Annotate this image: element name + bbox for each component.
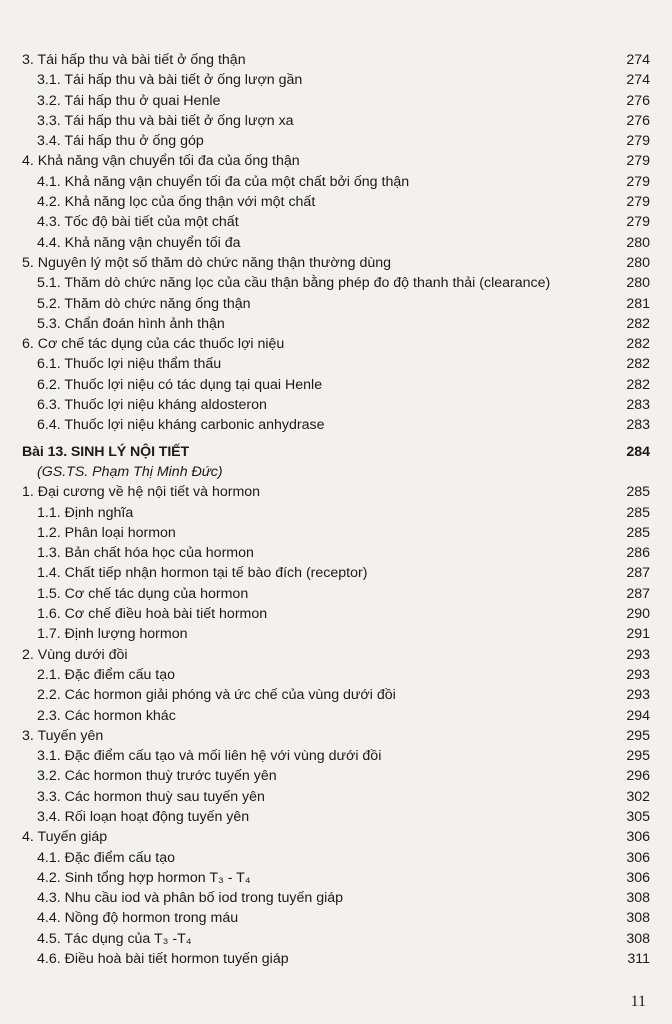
toc-entry-page: 294 bbox=[626, 707, 650, 724]
toc-entry-title: 4.2. Khả năng lọc của ống thận với một chất bbox=[37, 194, 316, 211]
toc-entry bbox=[22, 503, 650, 523]
toc-entry-page: 284 bbox=[626, 443, 650, 460]
toc-entry-title: 1.4. Chất tiếp nhận hormon tại tế bào đích (receptor) bbox=[37, 565, 368, 582]
toc-entry-page: 311 bbox=[627, 951, 650, 968]
toc-entry-page: 290 bbox=[626, 606, 650, 623]
toc-entry-page: 293 bbox=[626, 666, 650, 683]
toc-entry bbox=[22, 131, 650, 151]
toc-entry bbox=[22, 151, 650, 171]
chapter-author bbox=[22, 462, 650, 482]
toc-entry-title: 2.2. Các hormon giải phóng và ức chế của vùng dưới đồi bbox=[37, 687, 396, 704]
toc-entry-title: 5.3. Chẩn đoán hình ảnh thận bbox=[37, 315, 225, 332]
page-number: 11 bbox=[630, 993, 646, 1010]
toc-entry-title: 3.3. Các hormon thuỳ sau tuyến yên bbox=[37, 788, 265, 805]
toc-entry-page: 281 bbox=[626, 295, 650, 312]
toc-entry bbox=[22, 787, 650, 807]
toc-entry-title: 5.2. Thăm dò chức năng ống thận bbox=[37, 295, 251, 312]
toc-entry-page: 306 bbox=[626, 829, 650, 846]
toc-entry-page: 305 bbox=[626, 808, 650, 825]
toc-entry-title: 1. Đại cương về hệ nội tiết và hormon bbox=[22, 484, 261, 501]
toc-entry-page: 283 bbox=[626, 397, 650, 414]
toc-entry-title: 3.2. Tái hấp thu ở quai Henle bbox=[37, 92, 221, 109]
toc-entry-page: 279 bbox=[626, 133, 650, 150]
toc-entry bbox=[22, 665, 650, 685]
toc-entry bbox=[22, 415, 650, 435]
table-of-contents bbox=[22, 50, 650, 969]
toc-entry bbox=[22, 111, 650, 131]
toc-entry-page: 308 bbox=[626, 910, 650, 927]
toc-entry-title: 2. Vùng dưới đồi bbox=[22, 646, 128, 663]
toc-entry-title: 6.4. Thuốc lợi niệu kháng carbonic anhydrase bbox=[37, 417, 325, 434]
toc-entry bbox=[22, 807, 650, 827]
toc-entry bbox=[22, 888, 650, 908]
toc-entry bbox=[22, 70, 650, 90]
toc-entry bbox=[22, 50, 650, 70]
toc-entry-title: 1.5. Cơ chế tác dụng của hormon bbox=[37, 585, 249, 602]
toc-entry-title: 4.6. Điều hoà bài tiết hormon tuyến giáp bbox=[37, 951, 289, 968]
toc-entry-page: 296 bbox=[626, 768, 650, 785]
toc-entry-page: 276 bbox=[626, 112, 650, 129]
toc-entry-title: 2.3. Các hormon khác bbox=[37, 707, 176, 724]
toc-entry-title: 4.4. Nồng độ hormon trong máu bbox=[37, 910, 239, 927]
toc-entry bbox=[22, 949, 650, 969]
toc-entry-title: (GS.TS. Phạm Thị Minh Đức) bbox=[37, 463, 223, 480]
toc-entry-title: 1.7. Định lượng hormon bbox=[37, 626, 188, 643]
toc-entry bbox=[22, 624, 650, 644]
toc-entry-page: 287 bbox=[626, 585, 650, 602]
toc-entry bbox=[22, 726, 650, 746]
toc-entry-page: 274 bbox=[626, 52, 650, 68]
toc-entry-page: 285 bbox=[626, 524, 650, 541]
toc-entry-page: 287 bbox=[626, 565, 650, 582]
toc-entry bbox=[22, 375, 650, 395]
toc-entry bbox=[22, 314, 650, 334]
toc-entry-title: 4.2. Sinh tổng hợp hormon T₃ - T₄ bbox=[37, 869, 251, 886]
toc-entry-title: 3.4. Rối loạn hoạt động tuyến yên bbox=[37, 808, 250, 825]
toc-entry bbox=[22, 523, 650, 543]
toc-entry-page: 280 bbox=[626, 254, 650, 271]
toc-entry-title: 3.1. Đặc điểm cấu tạo và mối liên hệ với vùng dưới đồi bbox=[37, 748, 382, 765]
toc-entry-page: 285 bbox=[626, 504, 650, 521]
toc-entry bbox=[22, 354, 650, 374]
toc-entry bbox=[22, 685, 650, 705]
toc-entry-page: 283 bbox=[626, 417, 650, 434]
toc-entry-title: 1.2. Phân loại hormon bbox=[37, 524, 176, 541]
toc-entry-title: 4. Khả năng vận chuyển tối đa của ống thận bbox=[22, 153, 300, 170]
toc-entry bbox=[22, 172, 650, 192]
toc-entry bbox=[22, 233, 650, 253]
toc-entry-page: 280 bbox=[626, 234, 650, 251]
toc-entry bbox=[22, 395, 650, 415]
toc-entry-page: 279 bbox=[626, 214, 650, 231]
toc-entry-title: 4.3. Nhu cầu iod và phân bố iod trong tuyến giáp bbox=[37, 890, 344, 907]
toc-entry bbox=[22, 253, 650, 273]
toc-entry bbox=[22, 827, 650, 847]
toc-entry bbox=[22, 563, 650, 583]
toc-entry-page: 295 bbox=[626, 727, 650, 744]
toc-entry-page: 282 bbox=[626, 376, 650, 393]
toc-entry-title: 4.1. Đặc điểm cấu tạo bbox=[37, 849, 176, 866]
toc-entry-title: 4. Tuyến giáp bbox=[22, 829, 108, 846]
toc-entry-title: 5. Nguyên lý một số thăm dò chức năng thận thường dùng bbox=[22, 254, 392, 271]
chapter-heading bbox=[22, 442, 650, 462]
toc-entry-page: 276 bbox=[626, 92, 650, 109]
toc-entry-title: 3. Tái hấp thu và bài tiết ở ống thận bbox=[22, 52, 246, 68]
toc-entry bbox=[22, 584, 650, 604]
toc-entry bbox=[22, 706, 650, 726]
toc-entry-title: 4.1. Khả năng vận chuyển tối đa của một chất bởi ống thận bbox=[37, 173, 410, 190]
toc-entry-title: 2.1. Đặc điểm cấu tạo bbox=[37, 666, 176, 683]
toc-entry bbox=[22, 294, 650, 314]
toc-entry-title: 1.6. Cơ chế điều hoà bài tiết hormon bbox=[37, 606, 268, 623]
toc-entry-page: 308 bbox=[626, 930, 650, 947]
toc-entry-title: 4.3. Tốc độ bài tiết của một chất bbox=[37, 214, 239, 231]
toc-entry-page: 279 bbox=[626, 153, 650, 170]
toc-entry-page: 306 bbox=[626, 869, 650, 886]
toc-entry-page: 293 bbox=[626, 687, 650, 704]
toc-entry bbox=[22, 334, 650, 354]
toc-entry-title: 3.1. Tái hấp thu và bài tiết ở ống lượn gần bbox=[37, 72, 303, 89]
toc-entry-page: 274 bbox=[626, 72, 650, 89]
toc-entry bbox=[22, 929, 650, 949]
toc-entry-page: 282 bbox=[626, 315, 650, 332]
toc-entry-title: 6.1. Thuốc lợi niệu thẩm thấu bbox=[37, 356, 222, 373]
toc-entry-title: Bài 13. SINH LÝ NỘI TIẾT bbox=[22, 443, 190, 460]
toc-entry-title: 3.3. Tái hấp thu và bài tiết ở ống lượn xa bbox=[37, 112, 294, 129]
toc-entry bbox=[22, 766, 650, 786]
toc-entry bbox=[22, 868, 650, 888]
toc-entry bbox=[22, 91, 650, 111]
toc-entry bbox=[22, 746, 650, 766]
toc-entry-page: 306 bbox=[626, 849, 650, 866]
toc-entry-title: 4.4. Khả năng vận chuyển tối đa bbox=[37, 234, 241, 251]
toc-entry-page: 286 bbox=[626, 545, 650, 562]
toc-entry-page: 282 bbox=[626, 336, 650, 353]
toc-entry bbox=[22, 192, 650, 212]
toc-entry-title: 3. Tuyến yên bbox=[22, 727, 104, 744]
toc-entry bbox=[22, 543, 650, 563]
toc-entry bbox=[22, 908, 650, 928]
toc-entry-page: 293 bbox=[626, 646, 650, 663]
toc-entry bbox=[22, 604, 650, 624]
toc-entry bbox=[22, 482, 650, 502]
toc-entry-page: 308 bbox=[626, 890, 650, 907]
toc-entry-title: 4.5. Tác dụng của T₃ -T₄ bbox=[37, 930, 192, 947]
toc-entry-page: 285 bbox=[626, 484, 650, 501]
toc-entry bbox=[22, 212, 650, 232]
toc-entry-title: 3.2. Các hormon thuỳ trước tuyến yên bbox=[37, 768, 277, 785]
toc-entry-page: 280 bbox=[626, 275, 650, 292]
toc-entry-page: 302 bbox=[626, 788, 650, 805]
toc-entry-title: 6. Cơ chế tác dụng của các thuốc lợi niệu bbox=[22, 336, 285, 353]
toc-entry-title: 6.2. Thuốc lợi niệu có tác dụng tại quai Henle bbox=[37, 376, 323, 393]
toc-entry bbox=[22, 273, 650, 293]
toc-entry-page: 279 bbox=[626, 194, 650, 211]
toc-entry-title: 1.1. Định nghĩa bbox=[37, 504, 134, 521]
toc-entry-title: 6.3. Thuốc lợi niệu kháng aldosteron bbox=[37, 397, 267, 414]
toc-entry bbox=[22, 645, 650, 665]
toc-entry-page: 295 bbox=[626, 748, 650, 765]
toc-entry-title: 3.4. Tái hấp thu ở ống góp bbox=[37, 133, 204, 150]
toc-entry-page: 291 bbox=[626, 626, 650, 643]
toc-entry-title: 1.3. Bản chất hóa học của hormon bbox=[37, 545, 254, 562]
toc-entry-page: 282 bbox=[626, 356, 650, 373]
toc-entry-title: 5.1. Thăm dò chức năng lọc của cầu thận bằng phép đo độ thanh thải (clearance) bbox=[37, 275, 551, 292]
toc-entry-page: 279 bbox=[626, 173, 650, 190]
toc-entry bbox=[22, 848, 650, 868]
